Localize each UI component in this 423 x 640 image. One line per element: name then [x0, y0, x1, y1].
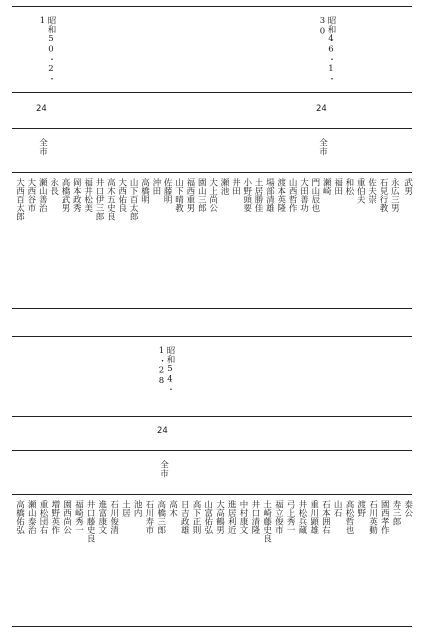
- candidate-name: 福井松美: [82, 178, 93, 212]
- candidate-name: 高下正則: [190, 500, 201, 534]
- candidate-name: 高橋佑弘: [14, 500, 25, 534]
- candidate-name: 武男: [402, 178, 413, 195]
- candidate-name: 渡野: [355, 500, 366, 517]
- candidate-name: 井口清隆: [249, 500, 260, 534]
- seats-right: 24: [316, 104, 327, 114]
- candidate-name: 高橋明: [139, 178, 150, 204]
- candidate-name: 弓上秀一: [285, 500, 296, 534]
- candidate-name: 井口伊三郎: [94, 178, 105, 221]
- candidate-name: 泰公: [402, 500, 413, 517]
- candidate-name: 和松: [343, 178, 354, 195]
- top-rule: [12, 6, 412, 7]
- candidate-name: 重川顕雄: [308, 500, 319, 534]
- candidate-name: 井松兵蔵: [296, 500, 307, 534]
- bottom-rule: [12, 626, 412, 627]
- election-date-left: 昭和50・2・1: [37, 16, 56, 84]
- candidate-name: 瀬池: [218, 178, 229, 195]
- rule-3: [12, 172, 412, 173]
- candidate-name: 永広三男: [389, 178, 400, 212]
- candidate-name: 永長: [48, 178, 59, 195]
- rule-6: [12, 416, 412, 417]
- rule-7: [12, 450, 412, 451]
- candidate-name: 山西哲作: [287, 178, 298, 212]
- election-date-right: 昭和46・1・30: [317, 16, 336, 84]
- candidate-name: 瀬崎: [321, 178, 332, 195]
- candidate-name: 日吉政雄: [179, 500, 190, 534]
- candidate-name: 池内: [132, 500, 143, 517]
- candidate-name: 佐夫崇: [366, 178, 377, 204]
- candidate-names-1: [14, 178, 412, 266]
- candidate-name: 石本囲右: [320, 500, 331, 534]
- candidate-name: 土居勝佳: [253, 178, 264, 212]
- candidate-name: 石川俊清: [108, 500, 119, 534]
- candidate-name: 高橋武男: [59, 178, 70, 212]
- candidate-name: 高木: [167, 500, 178, 517]
- rule-8: [12, 494, 412, 495]
- candidate-name: 大田善功: [298, 178, 309, 212]
- candidate-name: 石見行教: [378, 178, 388, 212]
- candidate-name: 高橋三郎: [155, 500, 166, 534]
- candidate-name: 土居: [120, 500, 131, 517]
- candidate-name: 石川寿市: [143, 500, 154, 534]
- candidate-name: 中村康文: [238, 500, 249, 534]
- district-right: 全市: [317, 138, 328, 156]
- rule-2: [12, 128, 412, 129]
- candidate-name: 小野頭要: [241, 178, 252, 212]
- candidate-name: 山石: [332, 500, 343, 517]
- rule-5: [12, 336, 412, 337]
- rule-4: [12, 308, 412, 309]
- candidate-name: 井口藤史良: [85, 500, 96, 543]
- candidate-name: 井田: [230, 178, 241, 195]
- candidate-name: 進富康文: [96, 500, 107, 534]
- district-left: 全市: [37, 138, 48, 156]
- candidate-name: 福田: [332, 178, 343, 195]
- candidate-name: 園西尚公: [61, 500, 72, 534]
- candidate-name: 高木五史良: [105, 178, 116, 221]
- candidate-name: 重伯夫: [355, 178, 366, 204]
- candidate-names-2: [14, 500, 412, 588]
- district-2: 全市: [158, 460, 169, 478]
- candidate-name: 福立俊市: [273, 500, 284, 534]
- candidate-name: 高松哲也: [343, 500, 354, 534]
- candidate-name: 大高鶴男: [214, 500, 225, 534]
- candidate-name: 瀬山泰治: [26, 500, 37, 534]
- candidate-name: 瀬山善治: [37, 178, 48, 212]
- candidate-name: 進居利近: [226, 500, 237, 534]
- candidate-name: 山富佑弘: [202, 500, 213, 534]
- candidate-name: 福崎秀一: [73, 500, 84, 534]
- candidate-name: 大上尚公: [207, 178, 218, 212]
- candidate-name: 佐藤明: [162, 178, 173, 204]
- candidate-name: 沖田: [150, 178, 161, 195]
- candidate-name: 石川英動: [367, 500, 378, 534]
- candidate-name: 園山三郎: [196, 178, 207, 212]
- candidate-name: 大西百太郎: [14, 178, 25, 221]
- candidate-name: 土崎藤史良: [261, 500, 272, 543]
- candidate-name: 寿三郎: [391, 500, 401, 526]
- candidate-name: 岡本政秀: [71, 178, 82, 212]
- candidate-name: 重松団右: [38, 500, 49, 534]
- candidate-name: 山下百太郎: [128, 178, 139, 221]
- candidate-name: 園西孝作: [379, 500, 390, 534]
- candidate-name: 大西谷市: [25, 178, 36, 212]
- seats-2: 24: [157, 426, 168, 436]
- candidate-name: 増野英作: [49, 500, 60, 534]
- candidate-name: 大西佑良: [116, 178, 127, 212]
- candidate-name: 山下晴教: [173, 178, 184, 212]
- election-date-2: 昭和54・1・28: [156, 346, 175, 394]
- seats-left: 24: [36, 104, 47, 114]
- candidate-name: 渡本英隆: [275, 178, 286, 212]
- candidate-name: 門山辰也: [309, 178, 320, 212]
- candidate-name: 場部清雄: [264, 178, 275, 212]
- candidate-name: 福西重男: [184, 178, 195, 212]
- rule-1: [12, 92, 412, 93]
